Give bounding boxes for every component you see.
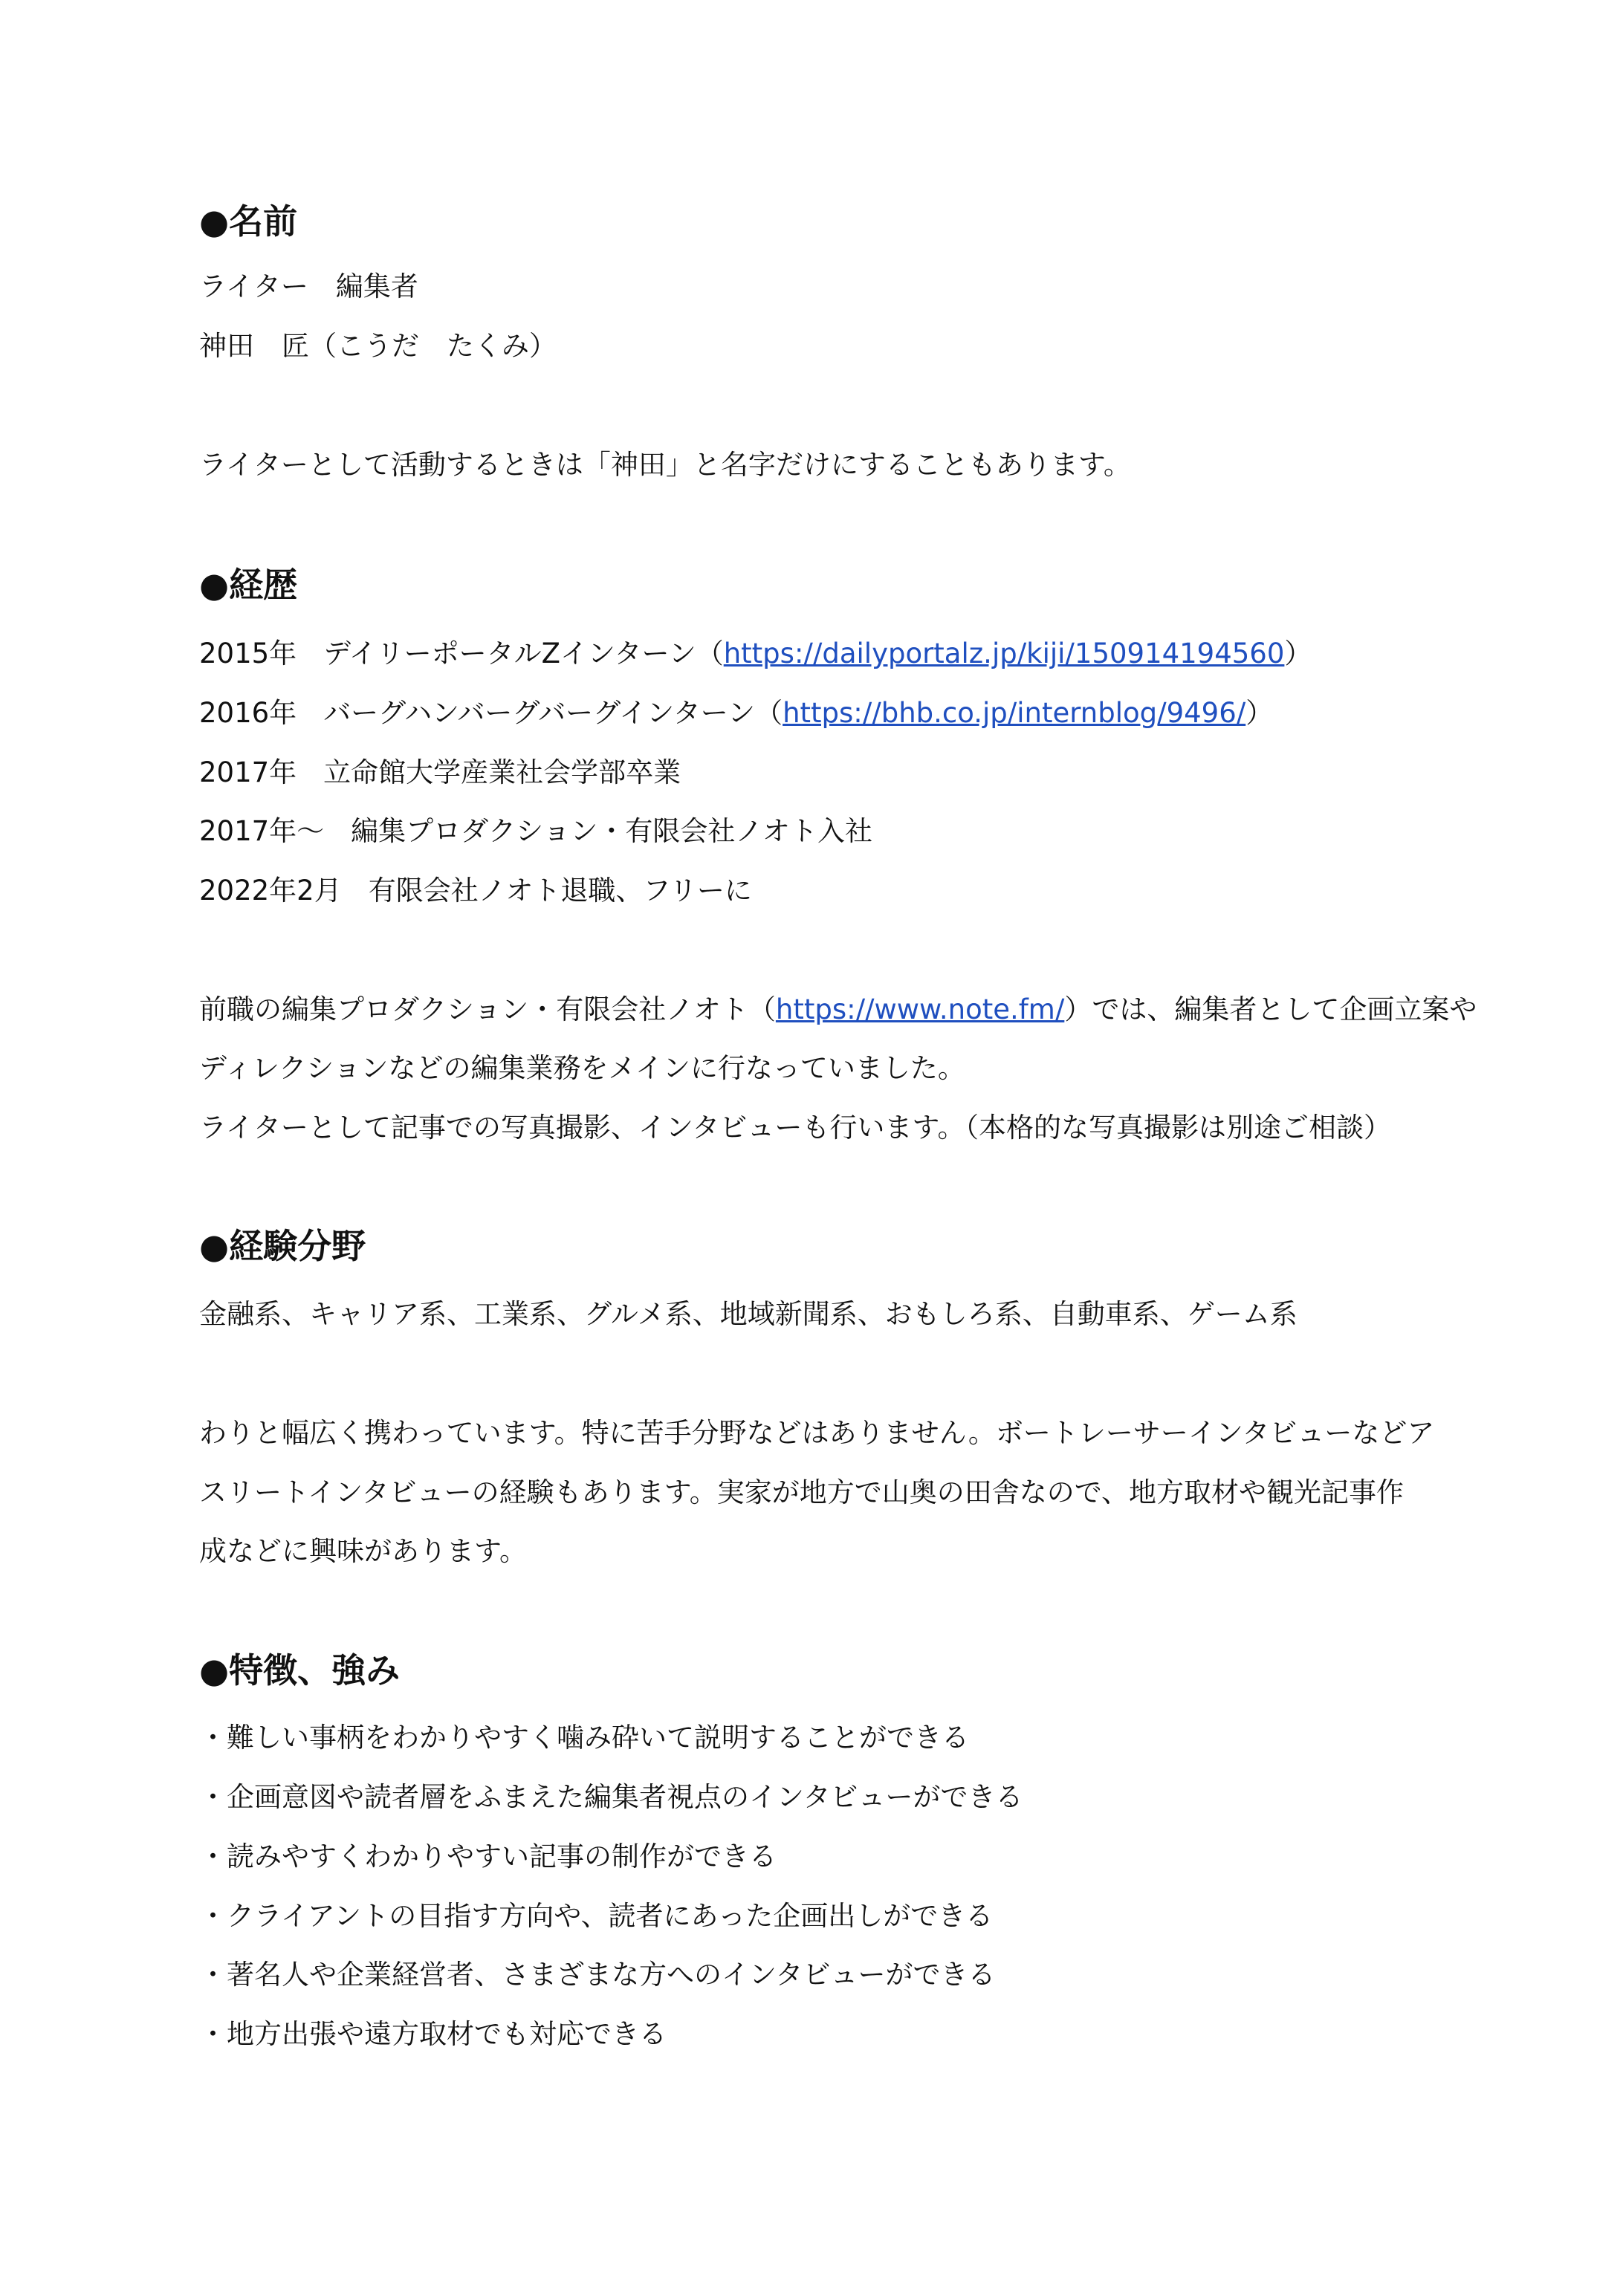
career-heading: ●経歴 — [199, 565, 298, 605]
strength-item: ・クライアントの目指す方向や、読者にあった企画出しができる — [199, 1900, 994, 1932]
strength-item: ・読みやすくわかりやすい記事の制作ができる — [199, 1841, 777, 1872]
paragraph-text: 前職の編集プロダクション・有限会社ノオト（ — [199, 993, 776, 1025]
dailyportalz-link[interactable]: https://dailyportalz.jp/kiji/150914194560 — [723, 638, 1285, 669]
strength-item: ・著名人や企業経営者、さまざまな方へのインタビューができる — [199, 1959, 996, 1991]
fields-heading: ●経験分野 — [199, 1226, 366, 1266]
career-entry — [199, 636, 1312, 672]
career-paragraph-line — [199, 992, 1477, 1028]
career-text: バーグハンバーグバーグインターン（ — [323, 697, 783, 729]
career-paragraph-line: ディレクションなどの編集業務をメインに行なっていました。 — [199, 1052, 965, 1084]
career-entry — [199, 873, 752, 909]
career-text: 有限会社ノオト退職、フリーに — [368, 875, 752, 907]
career-text: 編集プロダクション・有限会社ノオト入社 — [351, 815, 873, 847]
person-name: 神田 匠（こうだ たくみ） — [199, 330, 557, 362]
fields-list: 金融系、キャリア系、工業系、グルメ系、地域新聞系、おもしろ系、自動車系、ゲーム系 — [199, 1298, 1298, 1330]
bhb-link[interactable]: https://bhb.co.jp/internblog/9496/ — [783, 697, 1246, 729]
career-year: 2017年 — [199, 756, 297, 788]
strength-item: ・企画意図や読者層をふまえた編集者視点のインタビューができる — [199, 1781, 1023, 1813]
career-year: 2016年 — [199, 697, 297, 729]
career-entry — [199, 755, 681, 791]
career-text: デイリーポータルZインターン（ — [323, 638, 724, 669]
career-entry — [199, 814, 872, 849]
career-suffix: ） — [1245, 697, 1274, 729]
role-text: ライター 編集者 — [199, 270, 418, 302]
career-text: 立命館大学産業社会学部卒業 — [323, 756, 681, 788]
strength-item: ・地方出張や遠方取材でも対応できる — [199, 2018, 667, 2050]
fields-paragraph-line: スリートインタビューの経験もあります。実家が地方で山奥の田舎なので、地方取材や観光記事作 — [199, 1476, 1404, 1508]
career-paragraph-line: ライターとして記事での写真撮影、インタビューも行います。（本格的な写真撮影は別途ご相談） — [199, 1112, 1391, 1144]
fields-paragraph-line: 成などに興味があります。 — [199, 1535, 528, 1567]
name-note: ライターとして活動するときは「神田」と名字だけにすることもあります。 — [199, 449, 1131, 481]
career-year: 2015年 — [199, 638, 297, 669]
paragraph-text: ）では、編集者として企画立案や — [1064, 993, 1477, 1025]
strength-item: ・難しい事柄をわかりやすく噛み砕いて説明することができる — [199, 1722, 969, 1754]
career-year: 2022年2月 — [199, 875, 342, 907]
name-heading: ●名前 — [199, 201, 298, 241]
career-suffix: ） — [1284, 638, 1312, 669]
career-entry — [199, 695, 1273, 731]
strengths-heading: ●特徴、強み — [199, 1650, 401, 1690]
fields-paragraph-line: わりと幅広く携わっています。特に苦手分野などはありません。ボートレーサーインタビューなどア — [199, 1417, 1435, 1449]
career-year: 2017年～ — [199, 815, 325, 847]
note-fm-link[interactable]: https://www.note.fm/ — [775, 993, 1065, 1025]
